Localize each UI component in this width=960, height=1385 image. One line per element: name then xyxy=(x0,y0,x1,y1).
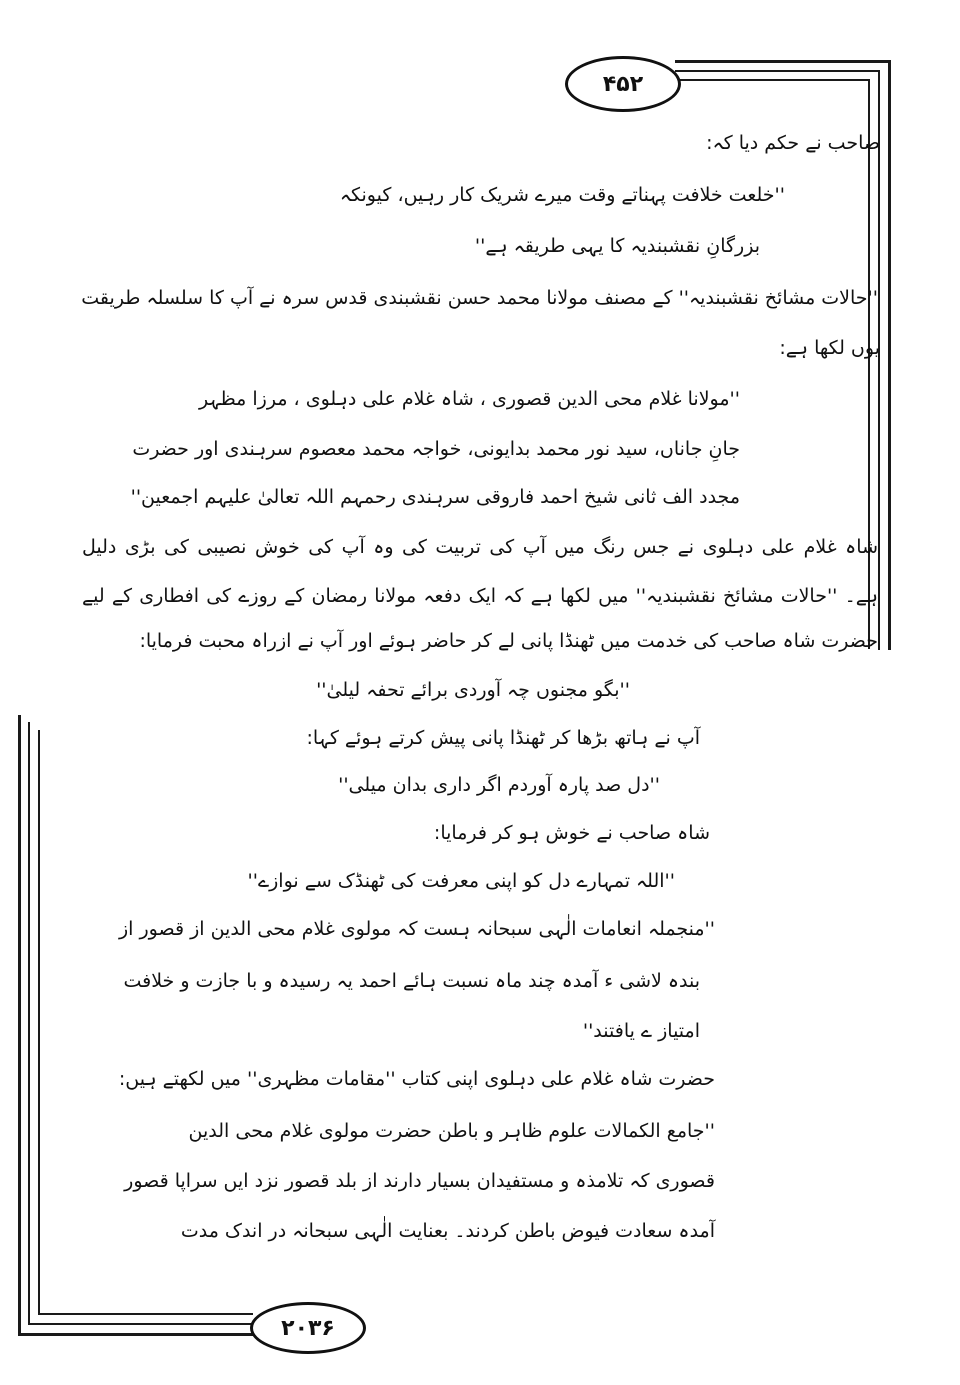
text-line-3: بزرگانِ نقشبندیہ کا یہی طریقہ ہے'' xyxy=(474,235,760,257)
text-line-12: ''بگو مجنوں چہ آوردی برائے تحفہ لیلیٰ'' xyxy=(316,679,630,701)
frame-left-line-3 xyxy=(38,730,40,1315)
text-line-1: صاحب نے حکم دیا کہ: xyxy=(706,132,880,154)
text-line-6: ''مولانا غلام محی الدین قصوری ، شاہ غلام علی دہلوی ، مرزا مظہر xyxy=(198,388,740,410)
text-line-23: آمدہ سعادت فیوض باطن کردند۔ بعنایت الٰہی سبحانہ در اندک مدت xyxy=(180,1220,715,1242)
frame-left-line-2 xyxy=(28,722,30,1325)
frame-top-line-1 xyxy=(675,60,890,63)
text-line-18: بندہ لاشی ء آمدہ چند ماہ نسبت ہائے احمد یہ رسیدہ و با جازت و خلافت xyxy=(123,970,700,992)
frame-right-line-1 xyxy=(888,60,891,650)
frame-left-line-1 xyxy=(18,715,21,1335)
text-line-20: حضرت شاہ غلام علی دہلوی اپنی کتاب ''مقامات مظہری'' میں لکھتے ہیں: xyxy=(118,1068,715,1090)
text-line-22: قصوری کہ تلامذہ و مستفیدان بسیار دارند از بلد قصور نزد ایں سراپا قصور xyxy=(124,1170,715,1192)
frame-right-line-3 xyxy=(868,79,870,649)
text-line-13: آپ نے ہاتھ بڑھا کر ٹھنڈا پانی پیش کرتے ہوئے کہا: xyxy=(306,727,700,749)
text-line-4: ''حالات مشائخ نقشبندیہ'' کے مصنف مولانا محمد حسن نقشبندی قدس سرہ نے آپ کا سلسلہ طریقت xyxy=(81,287,878,309)
page-number-bottom: ۲۰۳۶ xyxy=(250,1302,366,1354)
frame-top-line-3 xyxy=(675,79,870,81)
text-line-2: ''خلعت خلافت پہناتے وقت میرے شریک کار رہیں، کیونکہ xyxy=(339,184,785,206)
text-line-10: ہے۔ ''حالات مشائخ نقشبندیہ'' میں لکھا ہے کہ ایک دفعہ مولانا رمضان کے روزے کی افطاری کے لیے xyxy=(82,585,878,607)
text-line-5: یوں لکھا ہے: xyxy=(779,337,880,359)
frame-bottom-line-3 xyxy=(38,1313,253,1315)
frame-top-line-2 xyxy=(675,70,880,72)
text-line-15: شاہ صاحب نے خوش ہو کر فرمایا: xyxy=(433,822,710,844)
frame-bottom-line-1 xyxy=(18,1333,253,1336)
text-line-19: امتیاز ے یافتند'' xyxy=(582,1020,700,1042)
text-line-9: شاہ غلام علی دہلوی نے جس رنگ میں آپ کی تربیت کی وہ آپ کی خوش نصیبی کی بڑی دلیل xyxy=(82,536,878,558)
frame-bottom-line-2 xyxy=(28,1323,253,1325)
text-line-8: مجدد الف ثانی شیخ احمد فاروقی سرہندی رحمہم اللہ تعالیٰ علیہم اجمعین'' xyxy=(130,486,740,508)
text-line-11: حضرت شاہ صاحب کی خدمت میں ٹھنڈا پانی لے کر حاضر ہوئے اور آپ نے ازراہ محبت فرمایا: xyxy=(139,630,878,652)
text-line-16: ''اللہ تمہارے دل کو اپنی معرفت کی ٹھنڈک سے نوازے'' xyxy=(247,870,675,892)
page-number-top: ۴۵۲ xyxy=(565,56,681,112)
text-line-17: ''منجملہ انعامات الٰہی سبحانہ ہست کہ مولوی غلام محی الدین از قصور از xyxy=(119,918,715,940)
text-line-21: ''جامع الکمالات علوم ظاہر و باطن حضرت مولوی غلام محی الدین xyxy=(188,1120,715,1142)
text-line-14: ''دل صد پارہ آوردم اگر داری بدان میلی'' xyxy=(338,774,660,796)
text-line-7: جانِ جاناں، سید نور محمد بدایونی، خواجہ محمد معصوم سرہندی اور حضرت xyxy=(132,438,740,460)
